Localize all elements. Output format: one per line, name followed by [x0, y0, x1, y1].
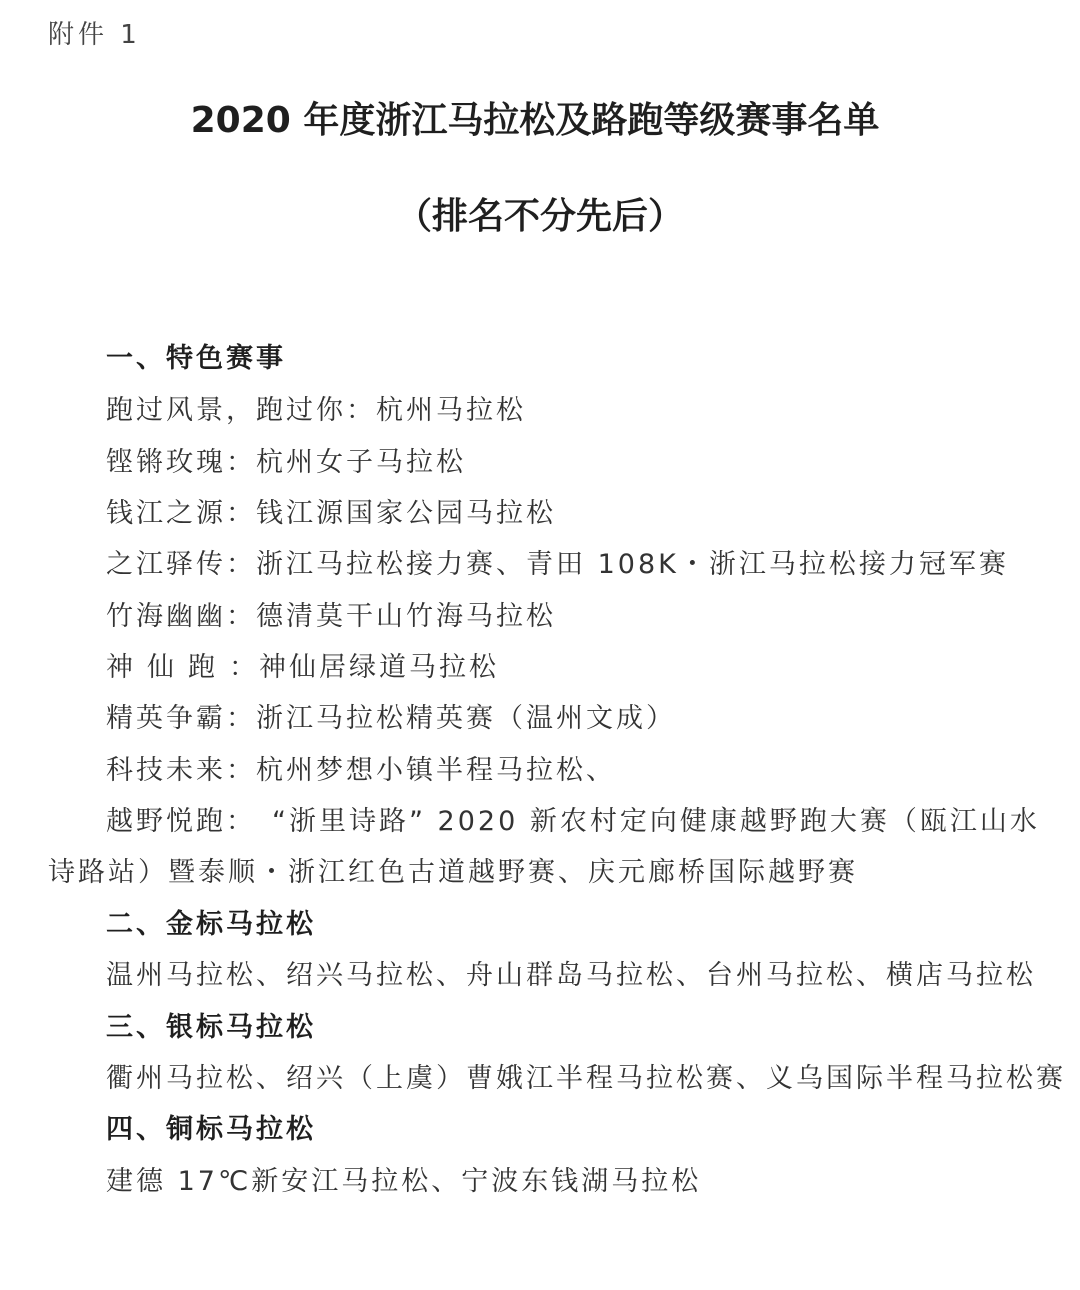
attachment-label: 附件 1	[48, 20, 141, 50]
entry-events: 杭州马拉松	[376, 395, 526, 426]
entry-events: 神仙居绿道马拉松	[259, 652, 499, 683]
entry-events: 浙江马拉松接力赛、青田 108K・浙江马拉松接力冠军赛	[256, 549, 1009, 580]
featured-entry	[106, 645, 499, 684]
section-heading-silver: 三、银标马拉松	[106, 1012, 316, 1043]
featured-entry	[106, 491, 556, 530]
document-title: 2020 年度浙江马拉松及路跑等级赛事名单	[190, 100, 880, 141]
entry-events: 钱江源国家公园马拉松	[256, 498, 556, 529]
section-heading-featured: 一、特色赛事	[106, 343, 286, 374]
gold-marathon-list: 温州马拉松、绍兴马拉松、舟山群岛马拉松、台州马拉松、横店马拉松	[106, 960, 1036, 991]
featured-entry	[106, 440, 466, 479]
section-heading-gold: 二、金标马拉松	[106, 909, 316, 940]
entry-events: “浙里诗路” 2020 新农村定向健康越野跑大赛（瓯江山水	[272, 806, 1040, 837]
featured-entry	[106, 594, 556, 633]
entry-events: 德清莫干山竹海马拉松	[256, 601, 556, 632]
entry-events: 杭州梦想小镇半程马拉松、	[256, 755, 616, 786]
entry-category: 之江驿传：	[106, 549, 256, 580]
entry-category: 越野悦跑：	[106, 806, 256, 837]
bronze-marathon-list: 建德 17℃新安江马拉松、宁波东钱湖马拉松	[106, 1166, 702, 1197]
entry-category: 科技未来：	[106, 755, 256, 786]
entry-events: 浙江马拉松精英赛（温州文成）	[256, 703, 676, 734]
featured-entry	[106, 696, 676, 735]
featured-entry	[106, 542, 1009, 581]
featured-entry	[106, 388, 526, 427]
entry-category: 精英争霸：	[106, 703, 256, 734]
silver-marathon-list: 衢州马拉松、绍兴（上虞）曹娥江半程马拉松赛、义乌国际半程马拉松赛	[106, 1063, 1066, 1094]
entry-category-suffix: ：	[229, 652, 259, 683]
featured-entry	[106, 748, 616, 787]
entry-category: 钱江之源：	[106, 498, 256, 529]
section-heading-bronze: 四、铜标马拉松	[106, 1114, 316, 1145]
entry-category: 跑过风景，跑过你：	[106, 395, 376, 426]
document-subtitle: （排名不分先后）	[395, 196, 684, 237]
featured-entry	[106, 799, 1040, 838]
entry-category: 铿锵玫瑰：	[106, 447, 256, 478]
entry-category: 神仙跑	[106, 652, 229, 683]
entry-events: 杭州女子马拉松	[256, 447, 466, 478]
featured-entry-continuation: 诗路站）暨泰顺・浙江红色古道越野赛、庆元廊桥国际越野赛	[48, 857, 858, 888]
entry-category: 竹海幽幽：	[106, 601, 256, 632]
